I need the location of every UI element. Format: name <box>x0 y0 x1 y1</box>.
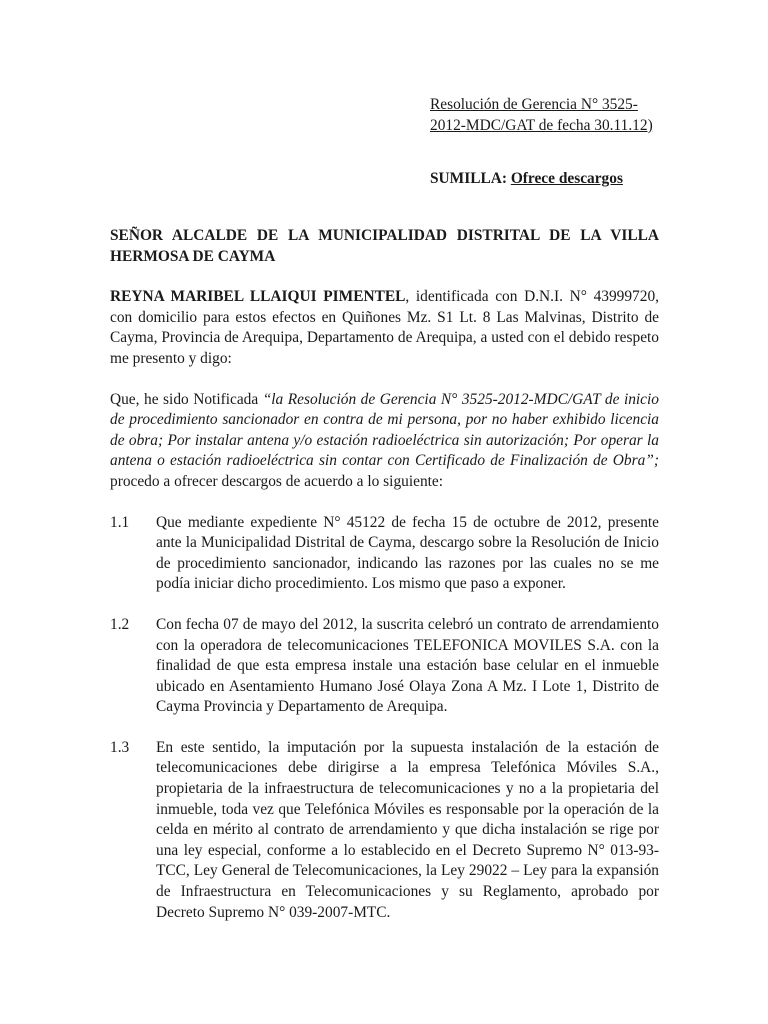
document-body <box>110 226 659 943</box>
numbered-item <box>110 513 659 595</box>
intro-text: , identificada con D.N.I. N° 43999720, con domicilio para estos efectos en Quiñones Mz. S1 Lt. 8 Las Malvinas, Distrito de Cayma, Provincia de Arequipa, Departamento de Arequipa, a usted con el debido respeto me presento y digo: <box>110 288 659 367</box>
notice-quote: “la Resolución de Gerencia N° 3525-2012-MDC/GAT de inicio de procedimiento sancionador en contra de mi persona, por no haber exhibido licencia de obra; Por instalar antena y/o estación radioeléctrica sin autorización; Por operar la antena o estación radioeléctrica sin contar con Certificado de Finalización de Obra”; <box>110 390 659 470</box>
item-text: Que mediante expediente N° 45122 de fecha 15 de octubre de 2012, presente ante la Municipalidad Distrital de Cayma, descargo sobre la Resolución de Inicio de procedimiento sancionador, indicando las razones por las cuales no se me podía iniciar dicho procedimiento. Los mismo que paso a exponer. <box>156 513 659 593</box>
item-number: 1.2 <box>110 615 130 633</box>
sumilla-line <box>430 169 710 190</box>
numbered-item <box>110 738 659 923</box>
notice-tail: procedo a ofrecer descargos de acuerdo a lo siguiente: <box>110 472 444 490</box>
resolution-reference: Resolución de Gerencia N° 3525-2012-MDC/GAT de fecha 30.11.12) <box>430 96 653 134</box>
addressee-heading: SEÑOR ALCALDE DE LA MUNICIPALIDAD DISTRITAL DE LA VILLA HERMOSA DE CAYMA <box>110 227 659 265</box>
notice-lead: Que, he sido Notificada <box>110 390 263 408</box>
item-number: 1.3 <box>110 738 130 756</box>
sumilla-label: SUMILLA: <box>430 170 507 187</box>
intro-paragraph <box>110 287 659 369</box>
item-text: Con fecha 07 de mayo del 2012, la suscrita celebró un contrato de arrendamiento con la operadora de telecomunicaciones TELEFONICA MOVILES S.A. con la finalidad de que esta empresa instale una estación base celular en el inmueble ubicado en Asentamiento Humano José Olaya Zona A Mz. I Lote 1, Distrito de Cayma Provincia y Departamento de Arequipa. <box>156 615 659 716</box>
numbered-item <box>110 615 659 718</box>
item-number: 1.1 <box>110 513 130 531</box>
petitioner-name: REYNA MARIBEL LLAIQUI PIMENTEL <box>110 288 406 306</box>
item-text: En este sentido, la imputación por la supuesta instalación de la estación de telecomunicaciones debe dirigirse a la empresa Telefónica Móviles S.A., propietaria de la infraestructura de telecomunicaciones y no a la propietaria del inmueble, toda vez que Telefónica Móviles es responsable por la operación de la celda en mérito al contrato de arrendamiento y que dicha instalación se rige por una ley especial, conforme a lo establecido en el Decreto Supremo N° 013-93-TCC, Ley General de Telecomunicaciones, la Ley 29022 – Ley para la expansión de Infraestructura en Telecomunicaciones y su Reglamento, aprobado por Decreto Supremo N° 039-2007-MTC. <box>156 738 659 921</box>
notice-paragraph <box>110 390 659 493</box>
sumilla-value: Ofrece descargos <box>510 170 623 187</box>
